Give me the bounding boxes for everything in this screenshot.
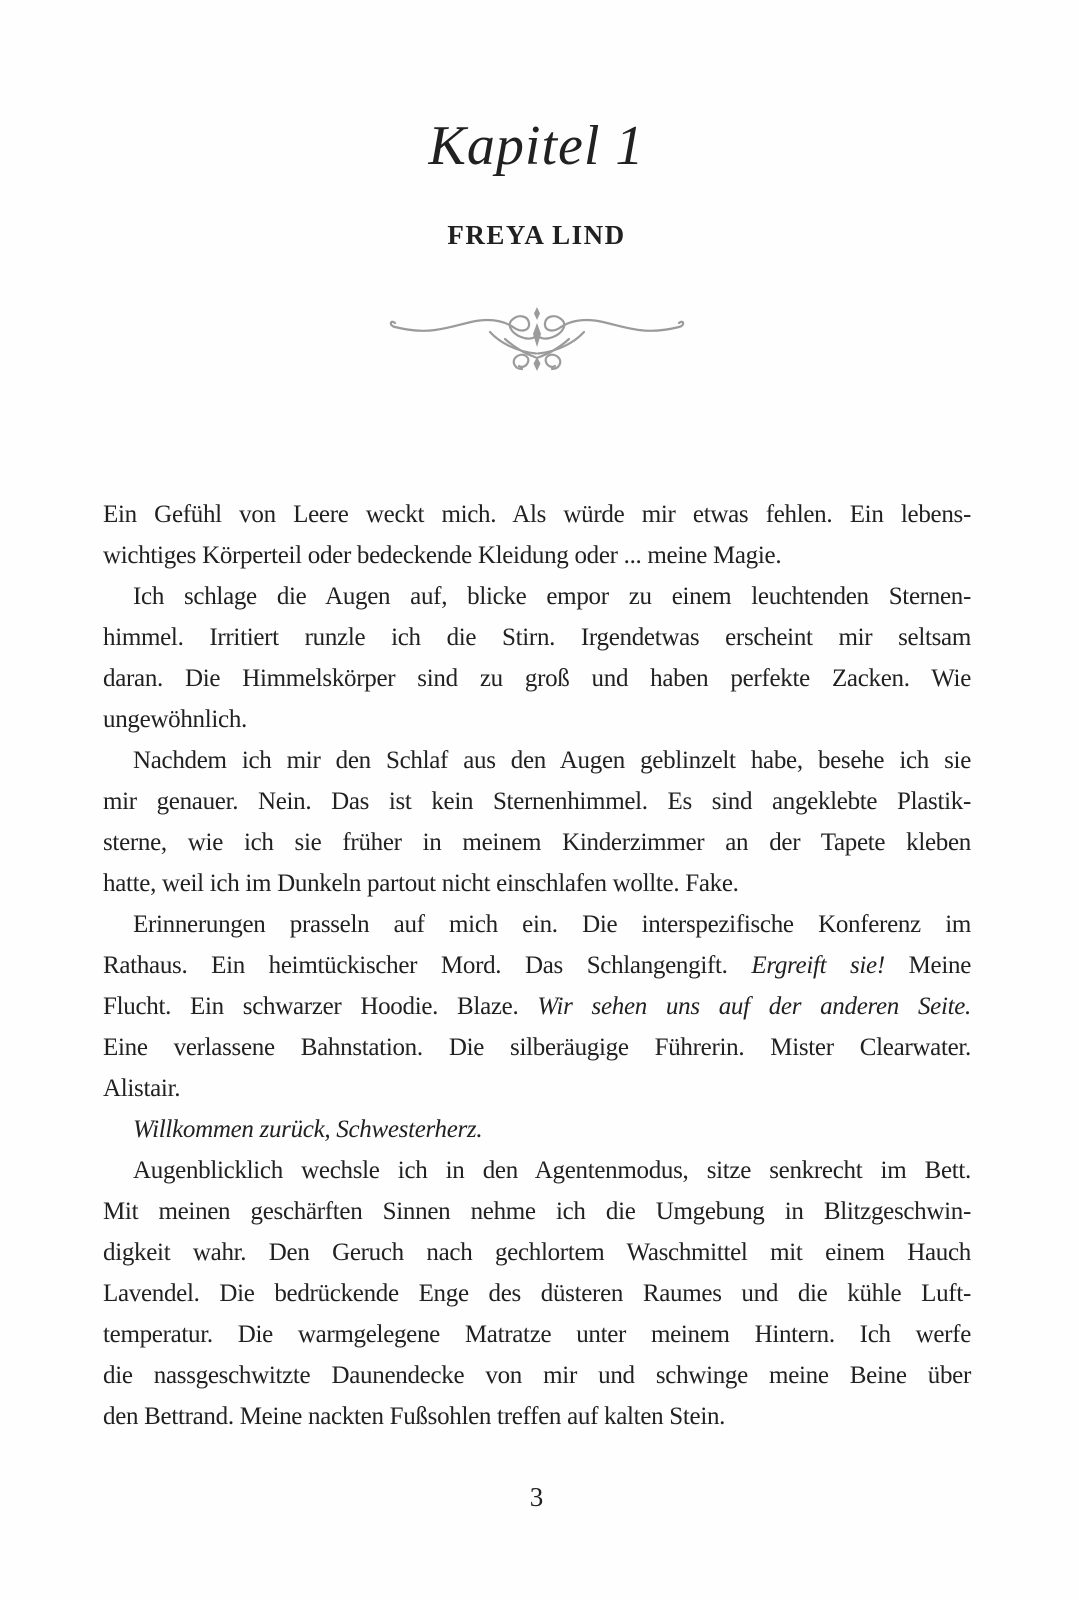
chapter-author: FREYA LIND (447, 220, 626, 250)
text-line (103, 1396, 971, 1437)
text-segment: mir genauer. Nein. Das ist kein Sternenhimmel. Es sind angeklebte Plastik- (103, 788, 971, 815)
flourish-divider-icon (387, 306, 687, 374)
text-line (103, 1314, 971, 1355)
text-segment: hatte, weil ich im Dunkeln partout nicht einschlafen wollte. Fake. (103, 870, 739, 897)
text-line (103, 781, 971, 822)
body-text (103, 494, 971, 1437)
text-line (103, 904, 971, 945)
text-segment: Mit meinen geschärften Sinnen nehme ich die Umgebung in Blitzgeschwin- (103, 1198, 971, 1225)
text-segment: Ich schlage die Augen auf, blicke empor zu einem leuchtenden Sternen- (133, 583, 971, 610)
text-segment: Alistair. (103, 1075, 181, 1102)
text-line (103, 1150, 971, 1191)
text-line (103, 1109, 971, 1150)
italic-text-segment: Willkommen zurück, Schwesterherz. (133, 1116, 483, 1143)
text-segment: Erinnerungen prasseln auf mich ein. Die interspezifische Konferenz im (133, 911, 971, 938)
text-segment: Eine verlassene Bahnstation. Die silberäugige Führerin. Mister Clearwater. (103, 1034, 971, 1061)
text-line (103, 658, 971, 699)
text-segment: sterne, wie ich sie früher in meinem Kinderzimmer an der Tapete kleben (103, 829, 971, 856)
text-line (103, 617, 971, 658)
italic-text-segment: Ergreift sie! (751, 952, 885, 979)
text-line (103, 1355, 971, 1396)
flourish-divider (103, 306, 970, 374)
text-segment: den Bettrand. Meine nackten Fußsohlen treffen auf kalten Stein. (103, 1403, 726, 1430)
italic-text-segment: Wir sehen uns auf der anderen Seite. (537, 993, 971, 1020)
text-line (103, 945, 971, 986)
text-line (103, 1191, 971, 1232)
text-line (103, 535, 971, 576)
page-number: 3 (529, 1482, 544, 1512)
text-line (103, 863, 971, 904)
text-line (103, 699, 971, 740)
text-segment: temperatur. Die warmgelegene Matratze unter meinem Hintern. Ich werfe (103, 1321, 971, 1348)
text-line (103, 822, 971, 863)
text-line (103, 1027, 971, 1068)
text-segment: Flucht. Ein schwarzer Hoodie. Blaze. (103, 993, 538, 1020)
text-line (103, 1273, 971, 1314)
text-segment: die nassgeschwitzte Daunendecke von mir und schwinge meine Beine über (103, 1362, 971, 1389)
text-segment: ungewöhnlich. (103, 706, 247, 733)
text-line (103, 986, 971, 1027)
text-segment: Nachdem ich mir den Schlaf aus den Augen geblinzelt habe, besehe ich sie (133, 747, 971, 774)
text-line (103, 494, 971, 535)
text-line (103, 576, 971, 617)
text-segment: Ein Gefühl von Leere weckt mich. Als würde mir etwas fehlen. Ein lebens- (103, 501, 971, 528)
text-segment: digkeit wahr. Den Geruch nach gechlortem Waschmittel mit einem Hauch (103, 1239, 971, 1266)
text-line (103, 1232, 971, 1273)
chapter-title: Kapitel 1 (428, 115, 645, 177)
text-segment: Meine (884, 952, 971, 979)
text-line (103, 740, 971, 781)
text-segment: Rathaus. Ein heimtückischer Mord. Das Schlangengift. (103, 952, 752, 979)
text-segment: Augenblicklich wechsle ich in den Agentenmodus, sitze senkrecht im Bett. (133, 1157, 971, 1184)
text-line (103, 1068, 971, 1109)
text-segment: Lavendel. Die bedrückende Enge des düsteren Raumes und die kühle Luft- (103, 1280, 971, 1307)
text-segment: daran. Die Himmelskörper sind zu groß und haben perfekte Zacken. Wie (103, 665, 971, 692)
text-segment: wichtiges Körperteil oder bedeckende Kleidung oder ... meine Magie. (103, 542, 782, 569)
text-segment: himmel. Irritiert runzle ich die Stirn. Irgendetwas erscheint mir seltsam (103, 624, 971, 651)
